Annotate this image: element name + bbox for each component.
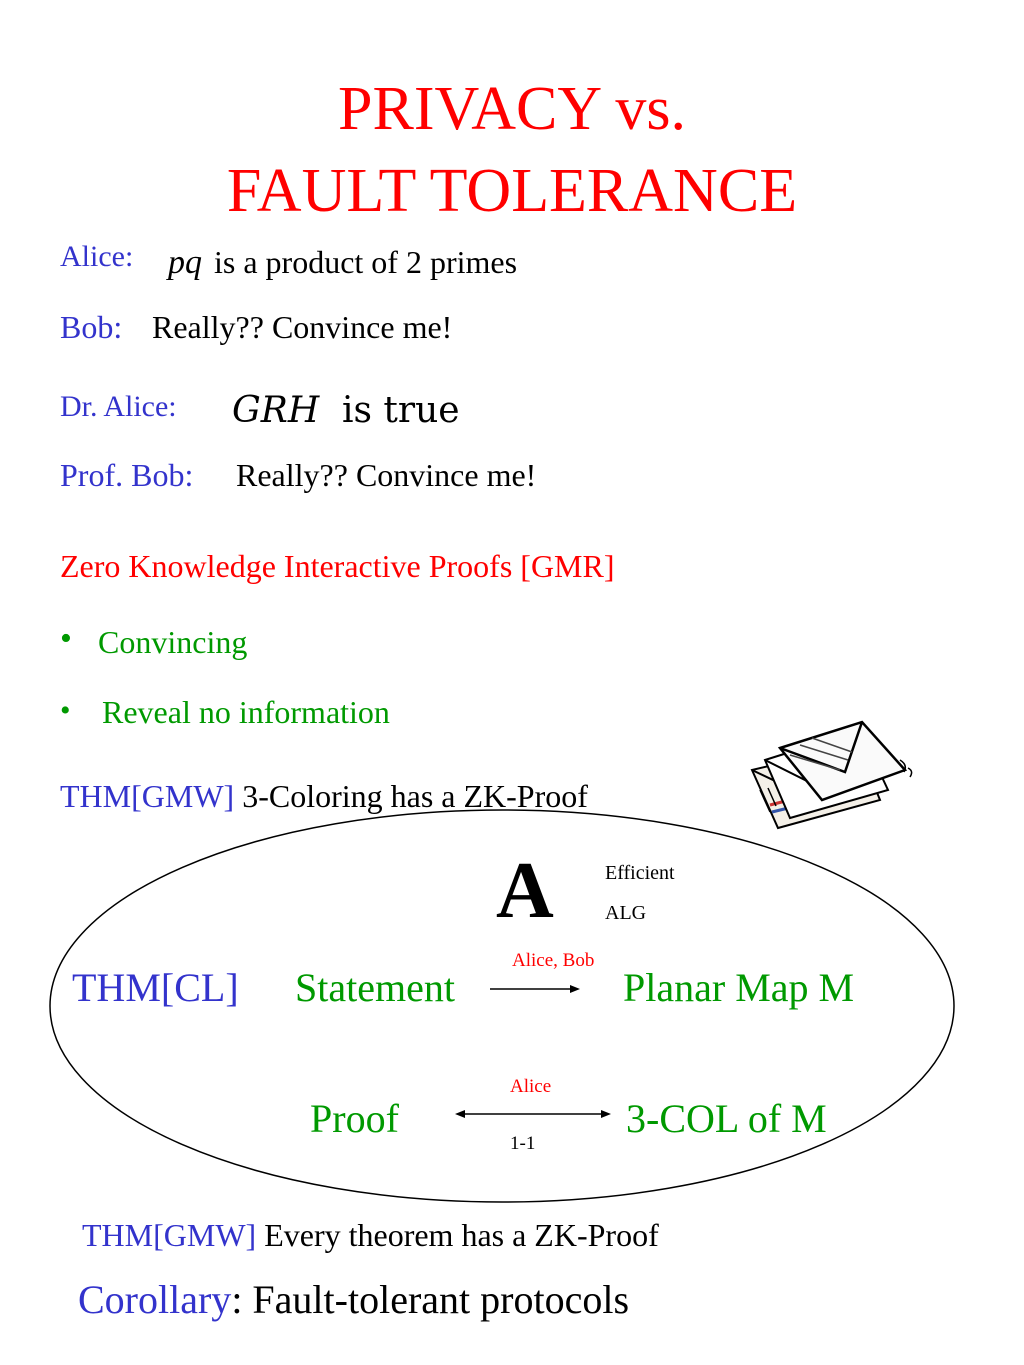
bullet-1-marker: •	[60, 620, 72, 657]
corollary-line	[78, 1276, 629, 1323]
bob-label: Bob:	[60, 309, 123, 345]
double-arrow-proof-3col	[455, 1110, 611, 1118]
dr-alice-text: is true	[342, 390, 460, 431]
bob-text: Really?? Convince me!	[152, 309, 453, 345]
planar-map-label: Planar Map M	[623, 965, 855, 1010]
title-line-2: FAULT TOLERANCE	[226, 157, 798, 225]
thm-gmw-line-2	[82, 1217, 659, 1254]
dr-alice-grh: GRH	[232, 390, 320, 431]
zk-heading: Zero Knowledge Interactive Proofs [GMR]	[60, 548, 615, 584]
corollary-text: : Fault-tolerant protocols	[231, 1277, 630, 1322]
proof-label: Proof	[310, 1096, 399, 1141]
bullet-2-text: Reveal no information	[102, 694, 390, 730]
prof-bob-text: Really?? Convince me!	[236, 457, 537, 493]
algo-letter: A	[496, 847, 554, 935]
bullet-2-marker: •	[60, 694, 71, 727]
alice-label: Alice:	[60, 240, 134, 273]
algo-note-2: ALG	[605, 902, 647, 924]
prof-bob-label: Prof. Bob:	[60, 457, 194, 493]
title-line-1: PRIVACY vs.	[338, 75, 686, 143]
arrow2-top-label: Alice	[510, 1076, 552, 1097]
arrow2-bottom-label: 1-1	[510, 1133, 536, 1154]
thm-gmw-line-1	[60, 778, 588, 815]
arrow1-label: Alice, Bob	[512, 950, 595, 971]
alice-pq: pq	[168, 244, 202, 281]
thm-gmw-text-2: Every theorem has a ZK-Proof	[264, 1217, 659, 1253]
thm-gmw-label-1: THM[GMW]	[60, 778, 235, 814]
envelope-icon	[752, 722, 912, 828]
statement-label: Statement	[295, 965, 455, 1010]
arrow-statement-to-map	[490, 985, 580, 993]
three-col-label: 3-COL of M	[626, 1096, 827, 1141]
bullet-1-text: Convincing	[98, 624, 248, 660]
corollary-label: Corollary	[78, 1277, 232, 1322]
dr-alice-label: Dr. Alice:	[60, 390, 177, 423]
alice-text: is a product of 2 primes	[214, 244, 518, 280]
thm-gmw-text-1: 3-Coloring has a ZK-Proof	[242, 778, 588, 814]
thm-cl-label: THM[CL]	[72, 965, 239, 1010]
algo-note-1: Efficient	[605, 862, 675, 884]
thm-gmw-label-2: THM[GMW]	[82, 1217, 257, 1253]
